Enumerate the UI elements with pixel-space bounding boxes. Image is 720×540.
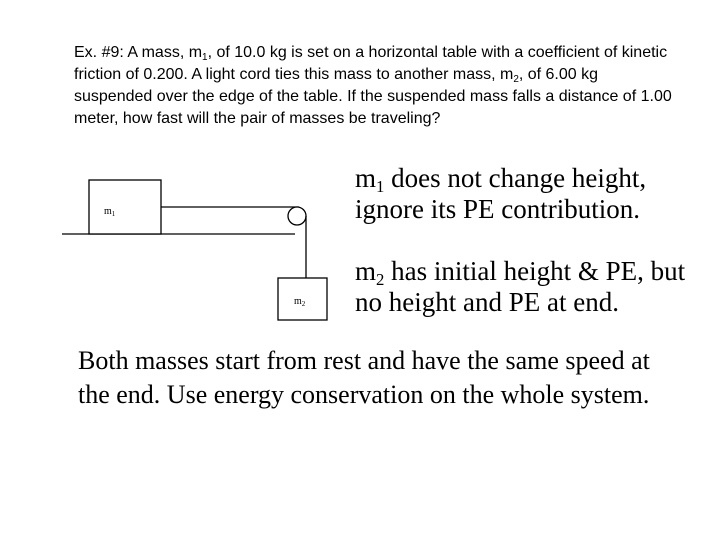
note-m1-symbol: m <box>355 163 377 193</box>
problem-intro: Ex. #9: A mass, m <box>74 44 203 61</box>
note-m1-subscript: 1 <box>376 177 385 197</box>
block-m2-subscript: 2 <box>301 300 306 308</box>
note-m2 <box>355 256 715 318</box>
note-m2-subscript: 2 <box>376 270 385 290</box>
block-m1-label: $m_1$ <box>104 206 116 218</box>
block-m1 <box>89 180 161 234</box>
summary-text: Both masses start from rest and have the same speed at the end. Use energy conservation on the whole system. <box>78 346 650 409</box>
block-m2-label: $m_2$ <box>294 296 306 308</box>
block-m1-subscript: 1 <box>111 210 116 218</box>
problem-m2-subscript: 2 <box>513 73 519 85</box>
note-m2-text: has initial height & PE, but no height and PE at end. <box>355 256 686 317</box>
problem-question: , of 6.00 kg suspended over the edge of the table. If the suspended mass falls a distance of 1.00 meter, how fast will the pair of masses be traveling? <box>74 66 672 127</box>
note-m1-text: does not change height, ignore its PE contribution. <box>355 163 647 224</box>
pulley-wheel <box>288 207 306 225</box>
problem-body: , of 10.0 kg is set on a horizontal table with a coefficient of kinetic friction of 0.200. A light cord ties this mass to another mass, m <box>74 44 668 83</box>
problem-m1-subscript: 1 <box>202 51 208 63</box>
note-m2-symbol: m <box>355 256 377 286</box>
note-m1 <box>355 163 715 225</box>
block-m2 <box>278 278 327 320</box>
